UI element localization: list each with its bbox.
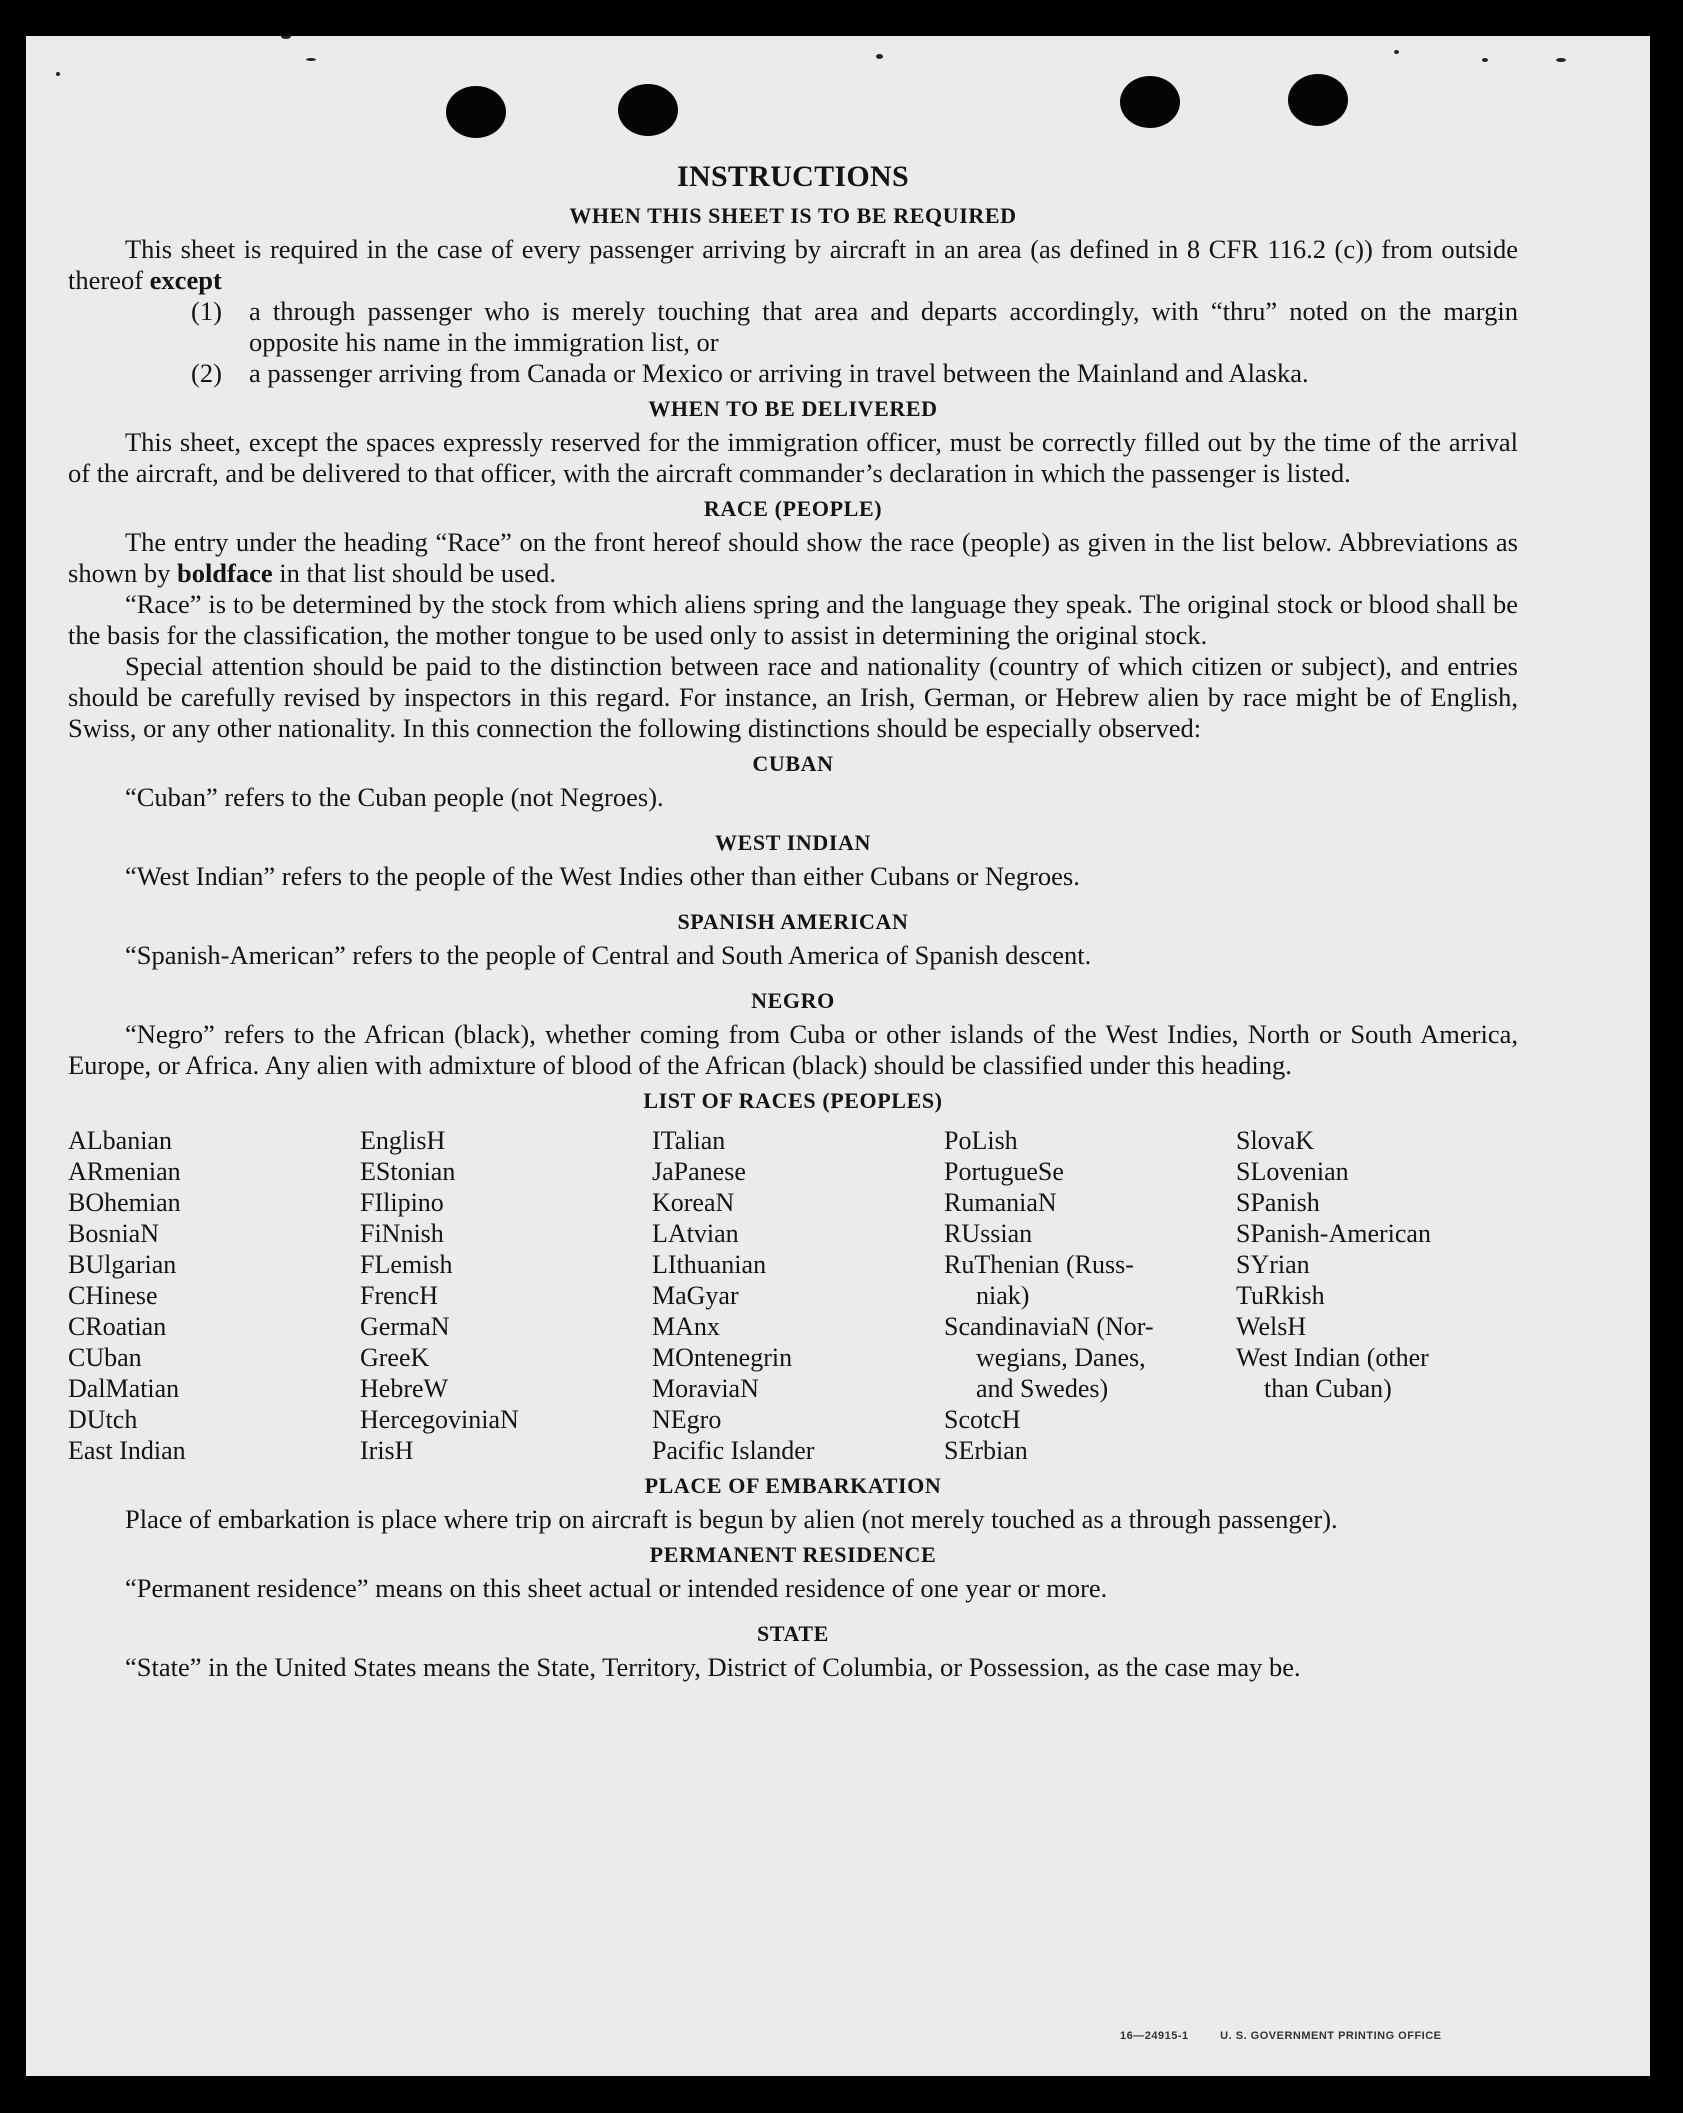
- punch-hole: [1288, 74, 1348, 126]
- race-entry: FLemish: [360, 1250, 453, 1279]
- race-entry: CHinese: [68, 1281, 158, 1310]
- print-footer: [1120, 2030, 1470, 2042]
- section-heading-spanish-american: SPANISH AMERICAN: [677, 909, 909, 934]
- race-entry: and Swedes): [976, 1374, 1109, 1403]
- races-column: [1236, 1125, 1518, 1466]
- required-intro-except: except: [149, 265, 222, 295]
- punch-hole: [446, 86, 506, 138]
- exception-text: a through passenger who is merely touching that area and departs accordingly, with “thru” noted on the margin opposite his name in the immigration list, or: [249, 296, 1518, 357]
- race-entry: East Indian: [68, 1436, 186, 1465]
- scan-speck: [281, 36, 291, 39]
- section-heading-races-list: LIST OF RACES (PEOPLES): [643, 1088, 943, 1113]
- west-indian-text: “West Indian” refers to the people of the West Indies other than either Cubans or Negroes.: [125, 861, 1080, 891]
- delivered-text: This sheet, except the spaces expressly reserved for the immigration officer, must be correctly filled out by the time of the arrival of the aircraft, and be delivered to that officer, with the aircraft commander’s declaration in which the passenger is listed.: [68, 427, 1518, 488]
- race-entry: CRoatian: [68, 1312, 167, 1341]
- spanish-american-text: “Spanish-American” refers to the people of Central and South America of Spanish descent.: [125, 940, 1092, 970]
- scan-speck: [876, 54, 883, 59]
- race-entry: FIlipino: [360, 1188, 444, 1217]
- section-heading-state: STATE: [757, 1621, 829, 1646]
- race-paragraph-3: Special attention should be paid to the distinction between race and nationality (country of which citizen or subject), and entries should be carefully revised by inspectors in this regard. For instance, an Irish, German, or Hebrew alien by race might be of English, Swiss, or any other nationality. In this connection the following distinctions should be especially observed:: [68, 651, 1518, 743]
- race-entry: SPanish-American: [1236, 1219, 1431, 1248]
- exception-item: [191, 296, 1518, 358]
- section-heading-cuban: CUBAN: [752, 751, 834, 776]
- race-entry: DUtch: [68, 1405, 138, 1434]
- race-entry: SlovaK: [1236, 1126, 1314, 1155]
- embarkation-text: Place of embarkation is place where trip on aircraft is begun by alien (not merely touched as a through passenger).: [125, 1504, 1338, 1534]
- race-entry: MaGyar: [652, 1281, 739, 1310]
- exception-number: (2): [191, 358, 222, 388]
- race-entry: ARmenian: [68, 1157, 181, 1186]
- race-entry: SErbian: [944, 1436, 1028, 1465]
- race-entry: RumaniaN: [944, 1188, 1057, 1217]
- document-page: [26, 36, 1650, 2076]
- race-entry: BosniaN: [68, 1219, 159, 1248]
- printer-credit: U. S. GOVERNMENT PRINTING OFFICE: [1220, 2030, 1442, 2042]
- race-entry: FrencH: [360, 1281, 438, 1310]
- races-column: [944, 1125, 1236, 1466]
- section-heading-west-indian: WEST INDIAN: [715, 830, 871, 855]
- race-entry: MoraviaN: [652, 1374, 759, 1403]
- race-entry: SLovenian: [1236, 1157, 1349, 1186]
- race-p1-after: in that list should be used.: [272, 558, 557, 588]
- residence-text: “Permanent residence” means on this sheet actual or intended residence of one year or more.: [125, 1573, 1108, 1603]
- race-entry: IrisH: [360, 1436, 414, 1465]
- race-paragraph-1: [68, 527, 1518, 589]
- races-column: [68, 1125, 360, 1466]
- section-heading-race: RACE (PEOPLE): [703, 496, 883, 521]
- races-column: [652, 1125, 944, 1466]
- scan-speck: [306, 58, 316, 61]
- section-heading-residence: PERMANENT RESIDENCE: [649, 1542, 937, 1567]
- section-heading-delivered: WHEN TO BE DELIVERED: [648, 396, 938, 421]
- race-entry: BUlgarian: [68, 1250, 177, 1279]
- race-p1-before: The entry under the heading “Race” on the front hereof should show the race (people) as given in the list below. Abbreviations as shown by: [68, 527, 1518, 588]
- race-entry: ScandinaviaN (Nor-: [944, 1312, 1154, 1341]
- exception-number: (1): [191, 296, 222, 326]
- race-entry: GermaN: [360, 1312, 450, 1341]
- race-entry: ALbanian: [68, 1126, 172, 1155]
- race-entry: Pacific Islander: [652, 1436, 815, 1465]
- race-entry: FiNnish: [360, 1219, 444, 1248]
- race-entry: West Indian (other: [1236, 1343, 1429, 1372]
- section-heading-required: WHEN THIS SHEET IS TO BE REQUIRED: [569, 203, 1017, 228]
- race-paragraph-2: “Race” is to be determined by the stock from which aliens spring and the language they speak. The original stock or blood shall be the basis for the classification, the mother tongue to be used only to assist in determining the original stock.: [68, 589, 1518, 650]
- scan-speck: [56, 72, 60, 76]
- races-column: [360, 1125, 652, 1466]
- required-intro: [68, 234, 1518, 296]
- instructions-content: [68, 158, 1518, 1683]
- race-entry: PortugueSe: [944, 1157, 1064, 1186]
- cuban-text: “Cuban” refers to the Cuban people (not Negroes).: [125, 782, 664, 812]
- races-list: [68, 1125, 1518, 1466]
- race-entry: WelsH: [1236, 1312, 1307, 1341]
- race-entry: NEgro: [652, 1405, 722, 1434]
- race-entry: MOntenegrin: [652, 1343, 793, 1372]
- race-entry: EStonian: [360, 1157, 456, 1186]
- race-entry: HebreW: [360, 1374, 449, 1403]
- page-title: INSTRUCTIONS: [677, 160, 909, 193]
- race-entry: RuThenian (Russ-: [944, 1250, 1134, 1279]
- state-text: “State” in the United States means the State, Territory, District of Columbia, or Possession, as the case may be.: [125, 1652, 1301, 1682]
- race-entry: PoLish: [944, 1126, 1018, 1155]
- race-entry: SYrian: [1236, 1250, 1310, 1279]
- race-p1-boldface: boldface: [176, 558, 273, 588]
- section-heading-embarkation: PLACE OF EMBARKATION: [644, 1473, 942, 1498]
- race-entry: ITalian: [652, 1126, 726, 1155]
- required-intro-text: This sheet is required in the case of every passenger arriving by aircraft in an area (as defined in 8 CFR 116.2 (c)) from outside thereof: [68, 234, 1518, 295]
- race-entry: GreeK: [360, 1343, 430, 1372]
- exception-list: [68, 296, 1518, 389]
- exception-item: [191, 358, 1518, 389]
- scan-speck: [1394, 50, 1399, 54]
- race-entry: wegians, Danes,: [976, 1343, 1146, 1372]
- race-entry: SPanish: [1236, 1188, 1320, 1217]
- race-entry: DalMatian: [68, 1374, 180, 1403]
- exception-text: a passenger arriving from Canada or Mexico or arriving in travel between the Mainland and Alaska.: [249, 358, 1309, 388]
- section-heading-negro: NEGRO: [751, 988, 835, 1013]
- scan-speck: [1482, 58, 1488, 62]
- form-number: 16—24915-1: [1120, 2030, 1189, 2042]
- race-entry: RUssian: [944, 1219, 1033, 1248]
- race-entry: JaPanese: [652, 1157, 746, 1186]
- race-entry: than Cuban): [1264, 1374, 1392, 1403]
- race-entry: TuRkish: [1236, 1281, 1325, 1310]
- race-entry: BOhemian: [68, 1188, 181, 1217]
- race-entry: LIthuanian: [652, 1250, 767, 1279]
- punch-hole: [1120, 76, 1180, 128]
- punch-hole: [618, 84, 678, 136]
- race-entry: CUban: [68, 1343, 142, 1372]
- scan-speck: [1556, 58, 1566, 62]
- negro-text: “Negro” refers to the African (black), whether coming from Cuba or other islands of the West Indies, North or South America, Europe, or Africa. Any alien with admixture of blood of the African (black) should be classified under this heading.: [68, 1019, 1518, 1080]
- race-entry: HercegoviniaN: [360, 1405, 519, 1434]
- race-entry: LAtvian: [652, 1219, 739, 1248]
- race-entry: KoreaN: [652, 1188, 735, 1217]
- race-entry: niak): [976, 1281, 1030, 1310]
- race-entry: ScotcH: [944, 1405, 1021, 1434]
- race-entry: EnglisH: [360, 1126, 446, 1155]
- race-entry: MAnx: [652, 1312, 720, 1341]
